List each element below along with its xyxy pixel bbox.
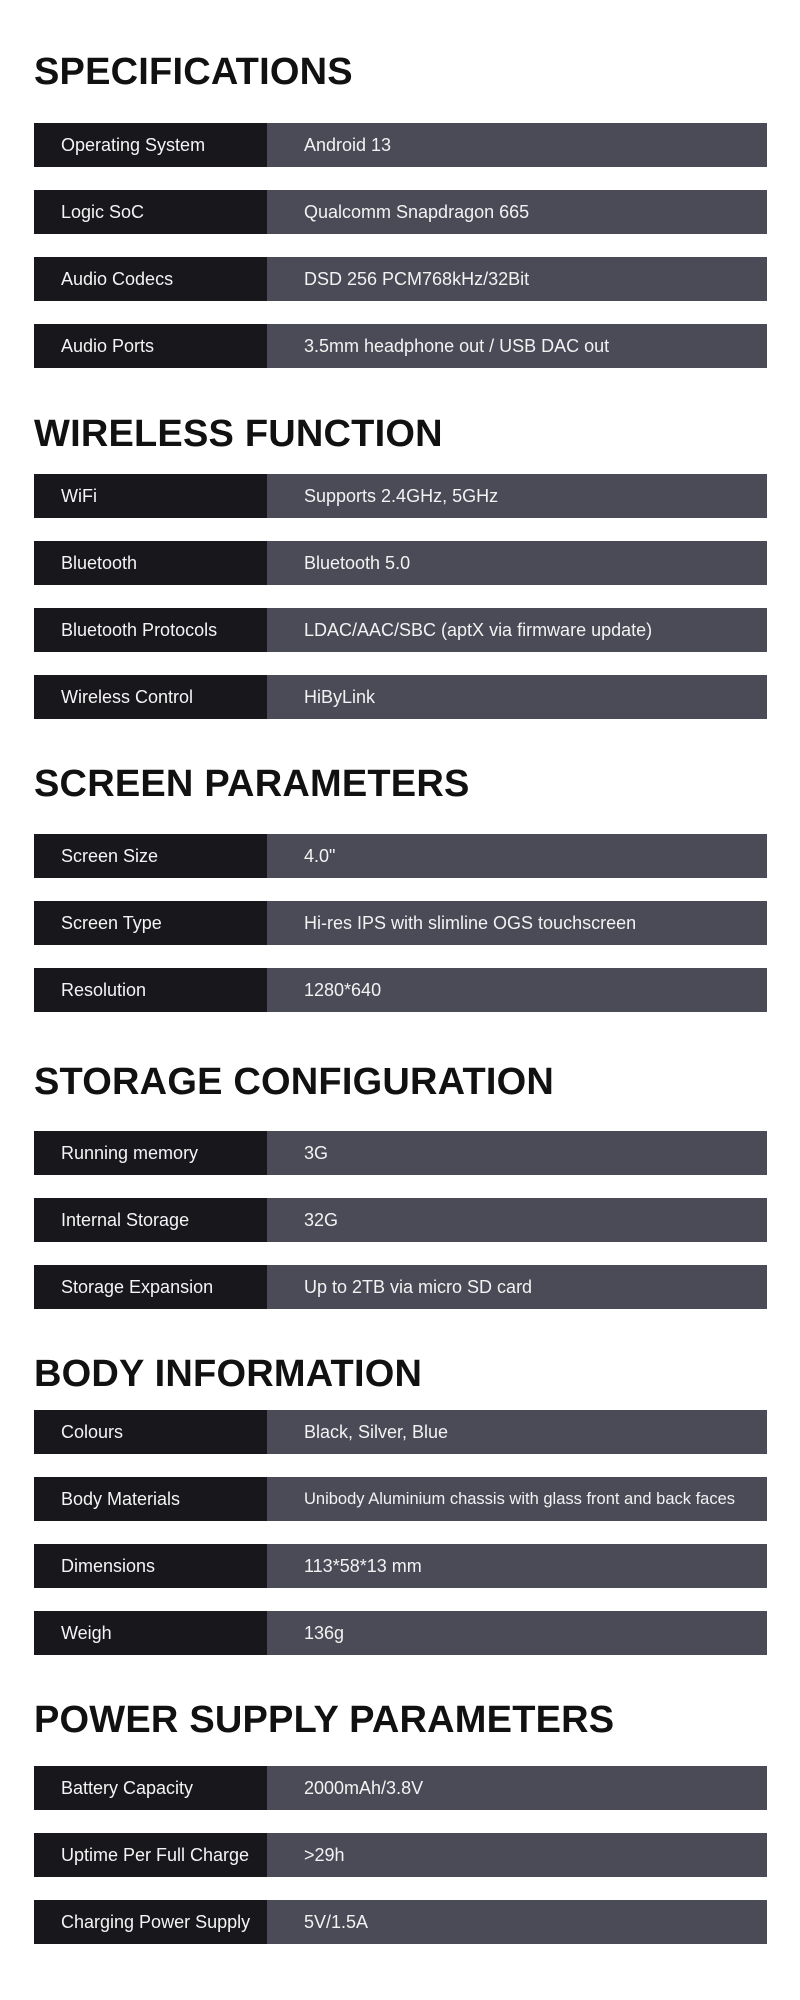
spec-row <box>34 1611 767 1655</box>
spec-row <box>34 608 767 652</box>
spec-label: Battery Capacity <box>34 1766 267 1810</box>
spec-value: DSD 256 PCM768kHz/32Bit <box>267 257 767 301</box>
spec-value: Android 13 <box>267 123 767 167</box>
spec-label: Dimensions <box>34 1544 267 1588</box>
spec-value: 113*58*13 mm <box>267 1544 767 1588</box>
section-title-power-supply-parameters: POWER SUPPLY PARAMETERS <box>34 1699 615 1741</box>
spec-value: >29h <box>267 1833 767 1877</box>
section-title-wireless-function: WIRELESS FUNCTION <box>34 413 443 455</box>
spec-label: Audio Codecs <box>34 257 267 301</box>
section-title-specifications: SPECIFICATIONS <box>34 51 353 93</box>
spec-value: Qualcomm Snapdragon 665 <box>267 190 767 234</box>
spec-label: Audio Ports <box>34 324 267 368</box>
spec-row <box>34 190 767 234</box>
spec-label: Body Materials <box>34 1477 267 1521</box>
spec-value: 1280*640 <box>267 968 767 1012</box>
section-title-storage-configuration: STORAGE CONFIGURATION <box>34 1061 555 1103</box>
spec-row <box>34 1410 767 1454</box>
spec-label: Charging Power Supply <box>34 1900 267 1944</box>
spec-label: Operating System <box>34 123 267 167</box>
section-title-body-information: BODY INFORMATION <box>34 1353 423 1395</box>
spec-value: 3.5mm headphone out / USB DAC out <box>267 324 767 368</box>
spec-row <box>34 1900 767 1944</box>
spec-row <box>34 541 767 585</box>
spec-label: Internal Storage <box>34 1198 267 1242</box>
spec-row <box>34 1198 767 1242</box>
spec-label: Bluetooth <box>34 541 267 585</box>
spec-label: Resolution <box>34 968 267 1012</box>
spec-row <box>34 968 767 1012</box>
spec-row <box>34 1265 767 1309</box>
spec-row <box>34 1833 767 1877</box>
spec-row <box>34 1131 767 1175</box>
spec-value: 2000mAh/3.8V <box>267 1766 767 1810</box>
spec-row <box>34 474 767 518</box>
spec-label: Wireless Control <box>34 675 267 719</box>
spec-label: Storage Expansion <box>34 1265 267 1309</box>
spec-row <box>34 675 767 719</box>
spec-value: 136g <box>267 1611 767 1655</box>
spec-label: WiFi <box>34 474 267 518</box>
spec-value: Supports 2.4GHz, 5GHz <box>267 474 767 518</box>
spec-value: Hi-res IPS with slimline OGS touchscreen <box>267 901 767 945</box>
spec-label: Weigh <box>34 1611 267 1655</box>
spec-value: Unibody Aluminium chassis with glass front and back faces <box>267 1477 767 1521</box>
spec-row <box>34 1544 767 1588</box>
section-title-screen-parameters: SCREEN PARAMETERS <box>34 763 470 805</box>
spec-row <box>34 834 767 878</box>
spec-label: Logic SoC <box>34 190 267 234</box>
spec-row <box>34 123 767 167</box>
spec-label: Bluetooth Protocols <box>34 608 267 652</box>
spec-value: 5V/1.5A <box>267 1900 767 1944</box>
spec-value: Bluetooth 5.0 <box>267 541 767 585</box>
spec-label: Screen Type <box>34 901 267 945</box>
spec-value: HiByLink <box>267 675 767 719</box>
spec-row <box>34 901 767 945</box>
spec-label: Uptime Per Full Charge <box>34 1833 267 1877</box>
spec-label: Colours <box>34 1410 267 1454</box>
spec-value: LDAC/AAC/SBC (aptX via firmware update) <box>267 608 767 652</box>
spec-value: Black, Silver, Blue <box>267 1410 767 1454</box>
spec-value: 4.0" <box>267 834 767 878</box>
spec-value: 3G <box>267 1131 767 1175</box>
spec-label: Running memory <box>34 1131 267 1175</box>
spec-row <box>34 1477 767 1521</box>
spec-row <box>34 324 767 368</box>
spec-value: Up to 2TB via micro SD card <box>267 1265 767 1309</box>
spec-label: Screen Size <box>34 834 267 878</box>
spec-value: 32G <box>267 1198 767 1242</box>
spec-row <box>34 1766 767 1810</box>
spec-row <box>34 257 767 301</box>
